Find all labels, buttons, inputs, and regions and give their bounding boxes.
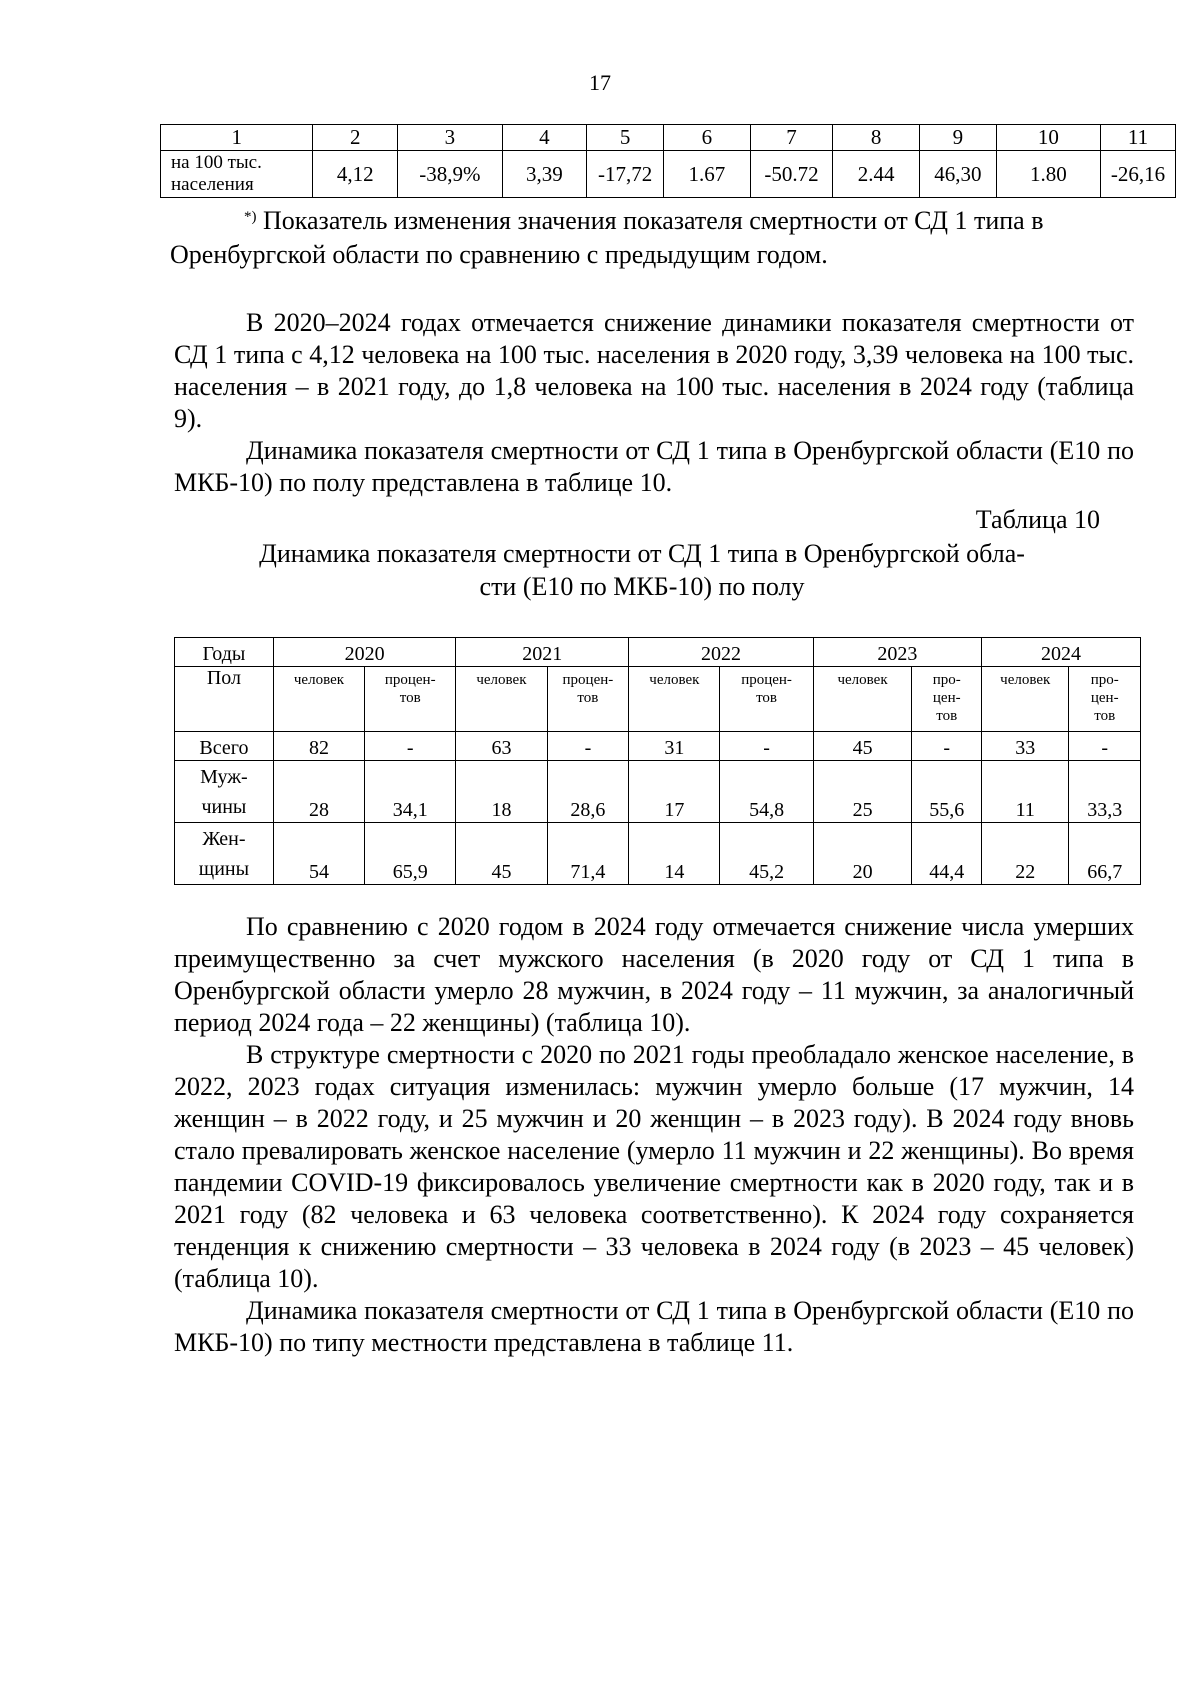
table-cell: 71,4 [547,823,629,885]
table-10 [174,637,1141,885]
table-cell: 33,3 [1069,761,1141,823]
table-subheader-row [175,667,1141,732]
footnote-line2: Оренбургской области по сравнению с предыдущим годом. [170,240,828,269]
table-cell: 54,8 [720,761,813,823]
table-cell: - [547,732,629,761]
row-label-line1: Муж- [200,766,248,788]
table-cell: 11 [982,761,1069,823]
table-cell: -17,72 [587,151,664,198]
table-cell: 31 [629,732,720,761]
table-cell: 25 [813,761,912,823]
table-cell: - [365,732,456,761]
table-10-title-line2: сти (Е10 по МКБ-10) по полу [479,572,805,601]
table-cell: - [912,732,982,761]
people-header: человек [273,667,364,732]
table-cell: 45,2 [720,823,813,885]
table-cell: 65,9 [365,823,456,885]
sex-header: Пол [175,667,274,732]
footnote-marker: *) [244,209,257,225]
year-header: 2023 [813,638,981,667]
table-cell: 1.80 [996,151,1100,198]
table-cell: 17 [629,761,720,823]
year-header: 2024 [982,638,1141,667]
row-label-line1: Жен- [202,828,246,850]
table-cell: 22 [982,823,1069,885]
table-cell: 45 [456,823,547,885]
years-header: Годы [175,638,274,667]
table-cell: 45 [813,732,912,761]
row-label [175,761,274,823]
table-row [161,151,1176,198]
people-header: человек [629,667,720,732]
paragraph: Динамика показателя смертности от СД 1 типа в Оренбургской области (Е10 по МКБ-10) по полу представлена в таблице 10. [174,436,1134,497]
footnote [170,200,1134,272]
row-label-line1: на 100 тыс. [171,152,262,173]
table-cell: 54 [273,823,364,885]
table-cell: 28 [273,761,364,823]
column-number: 6 [664,125,751,151]
year-header: 2021 [456,638,629,667]
table-cell: - [720,732,813,761]
table-cell: 33 [982,732,1069,761]
table-cell: 1.67 [664,151,751,198]
table-cell: 3,39 [502,151,587,198]
table-header-row [175,638,1141,667]
row-label-line2: населения [171,174,254,195]
table-10-label: Таблица 10 [975,505,1100,534]
year-header: 2020 [273,638,455,667]
table-cell: 66,7 [1069,823,1141,885]
table-cell: 4,12 [313,151,398,198]
percent-header: про- цен- тов [912,667,982,732]
footnote-line1: Показатель изменения значения показателя смертности от СД 1 типа в [256,206,1044,235]
row-label-line2: чины [201,796,247,818]
table-cell: -50.72 [750,151,833,198]
table-cell: 63 [456,732,547,761]
table-cell: 28,6 [547,761,629,823]
people-header: человек [456,667,547,732]
column-number: 7 [750,125,833,151]
percent-header: процен- тов [365,667,456,732]
table-10-title [218,537,1066,603]
column-number: 4 [502,125,587,151]
table-cell: 44,4 [912,823,982,885]
table-cell: 20 [813,823,912,885]
percent-header: про- цен- тов [1069,667,1141,732]
column-number: 1 [161,125,313,151]
column-number: 10 [996,125,1100,151]
table-cell: 18 [456,761,547,823]
percent-header: процен- тов [547,667,629,732]
table-cell: -26,16 [1101,151,1176,198]
people-header: человек [813,667,912,732]
paragraph: Динамика показателя смертности от СД 1 типа в Оренбургской области (Е10 по МКБ-10) по типу местности представлена в таблице 11. [174,1296,1134,1357]
table-cell: 82 [273,732,364,761]
row-label-line2: щины [198,858,250,880]
table-cell: 2.44 [833,151,920,198]
table-row [175,823,1141,885]
table-cell: 34,1 [365,761,456,823]
table-header-row [161,125,1176,151]
page-number: 17 [589,70,611,95]
table-9-continuation [160,124,1176,198]
column-number: 3 [398,125,503,151]
people-header: человек [982,667,1069,732]
paragraph: В 2020–2024 годах отмечается снижение динамики показателя смертности от СД 1 типа с 4,12 человека на 100 тыс. населения в 2020 году, 3,39 человека на 100 тыс. населения – в 2021 году, до 1,8 человека на 100 тыс. населения в 2024 году (таблица 9). [174,308,1134,433]
row-label: Всего [175,732,274,761]
table-cell: -38,9% [398,151,503,198]
column-number: 2 [313,125,398,151]
column-number: 9 [919,125,996,151]
column-number: 11 [1101,125,1176,151]
table-cell: - [1069,732,1141,761]
table-10-title-line1: Динамика показателя смертности от СД 1 типа в Оренбургской обла- [259,539,1025,568]
column-number: 5 [587,125,664,151]
column-number: 8 [833,125,920,151]
row-label [175,823,274,885]
table-row [175,732,1141,761]
year-header: 2022 [629,638,813,667]
table-cell: 55,6 [912,761,982,823]
row-label [161,151,313,198]
paragraph: В структуре смертности с 2020 по 2021 годы преобладало женское население, в 2022, 2023 годах ситуация изменилась: мужчин умерло больше (17 мужчин, 14 женщин – в 2022 году, и 25 мужчин и 20 женщин – в 2023 году). В 2024 году вновь стало превалировать женское население (умерло 11 мужчин и 22 женщины). Во время пандемии COVID-19 фиксировалось увеличение смертности как в 2020 году, так и в 2021 году (82 человека и 63 человека соответственно). К 2024 году сохраняется тенденция к снижению смертности – 33 человека в 2024 году (в 2023 – 45 человек) (таблица 10). [174,1040,1134,1293]
paragraph: По сравнению с 2020 годом в 2024 году отмечается снижение числа умерших преимущественно за счет мужского населения (в 2020 году от СД 1 типа в Оренбургской области умерло 28 мужчин, в 2024 году – 11 мужчин, за аналогичный период 2024 года – 22 женщины) (таблица 10). [174,912,1134,1037]
percent-header: процен- тов [720,667,813,732]
table-cell: 14 [629,823,720,885]
table-row [175,761,1141,823]
table-cell: 46,30 [919,151,996,198]
